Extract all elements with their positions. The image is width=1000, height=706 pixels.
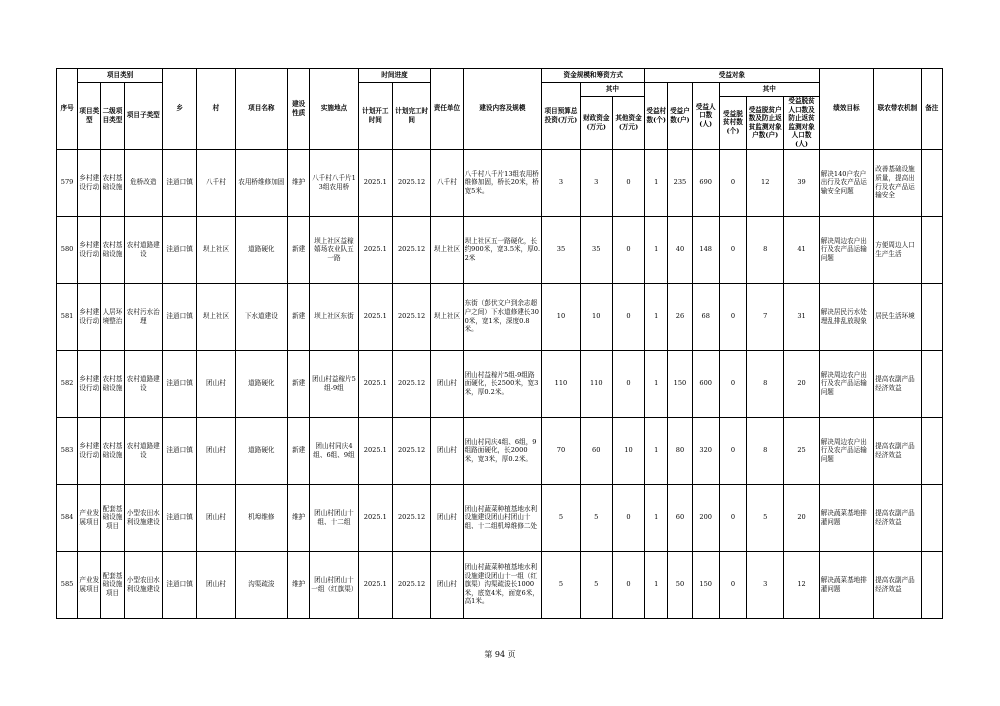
cell-seq: 585: [57, 551, 78, 618]
cell-unit: 八千村: [431, 149, 463, 216]
cell-total: 5: [542, 551, 580, 618]
cell-seq: 579: [57, 149, 78, 216]
cell-p-households: 7: [747, 283, 784, 350]
cell-start: 2025.1: [358, 551, 392, 618]
header-remarks: 备注: [921, 69, 942, 150]
table-row: [57, 551, 943, 618]
header-content: 建设内容及规模: [463, 69, 542, 150]
cell-seq: 583: [57, 417, 78, 484]
cell-b-households: 40: [668, 216, 692, 283]
cell-b-households: 60: [668, 484, 692, 551]
cell-township: 洼逍口镇: [162, 417, 196, 484]
cell-location: 团山村同庆4组、6组、9组: [310, 417, 358, 484]
header-benefit-population: 受益人口数(人): [692, 83, 719, 150]
cell-name: 农用桥维修加固: [235, 149, 287, 216]
cell-end: 2025.12: [392, 484, 430, 551]
cell-start: 2025.1: [358, 283, 392, 350]
cell-location: 八千村八千片13组农用桥: [310, 149, 358, 216]
header-poor-population: 受益脱贫人口数及防止返贫监测对象人口数(人): [784, 97, 819, 150]
cell-village: 坝上社区: [197, 283, 235, 350]
cell-p-population: 12: [784, 551, 819, 618]
table-row: [57, 350, 943, 417]
cell-fiscal: 5: [580, 551, 612, 618]
cell-p-households: 8: [747, 417, 784, 484]
cell-location: 团山村团山十组、十二组: [310, 484, 358, 551]
cell-p-households: 5: [747, 484, 784, 551]
cell-content: 团山村蔬菜种植基地水利设施建设团山十一组（红旗渠）沟渠疏浚长1000米，底宽4米，面宽6米，高1米。: [463, 551, 542, 618]
cell-mechanism: 提高农副产品经济效益: [874, 350, 921, 417]
cell-end: 2025.12: [392, 350, 430, 417]
cell-remark: [921, 551, 942, 618]
cell-fiscal: 3: [580, 149, 612, 216]
cell-township: 洼逍口镇: [162, 283, 196, 350]
cell-remark: [921, 216, 942, 283]
cell-p-villages: 0: [719, 149, 746, 216]
cell-mechanism: 提高农副产品经济效益: [874, 484, 921, 551]
cell-sub: 农村道路建设: [124, 350, 162, 417]
cell-nature: 新建: [288, 417, 310, 484]
cell-type: 乡村建设行动: [78, 350, 101, 417]
cell-sub: 小型农田水利设施建设: [124, 484, 162, 551]
cell-secondary: 农村基础设施: [101, 417, 124, 484]
cell-b-villages: 1: [645, 283, 668, 350]
cell-b-population: 68: [692, 283, 719, 350]
cell-village: 团山村: [197, 417, 235, 484]
cell-b-villages: 1: [645, 216, 668, 283]
cell-total: 70: [542, 417, 580, 484]
cell-type: 乡村建设行动: [78, 216, 101, 283]
cell-p-population: 41: [784, 216, 819, 283]
cell-type: 产业发展项目: [78, 551, 101, 618]
cell-unit: 团山村: [431, 350, 463, 417]
cell-township: 洼逍口镇: [162, 551, 196, 618]
header-benefit-villages: 受益村数(个): [645, 83, 668, 150]
cell-p-households: 8: [747, 216, 784, 283]
cell-remark: [921, 283, 942, 350]
cell-start: 2025.1: [358, 417, 392, 484]
cell-fiscal: 35: [580, 216, 612, 283]
cell-fiscal: 110: [580, 350, 612, 417]
cell-b-households: 235: [668, 149, 692, 216]
cell-secondary: 人居环境整治: [101, 283, 124, 350]
cell-start: 2025.1: [358, 350, 392, 417]
cell-total: 35: [542, 216, 580, 283]
cell-mechanism: 改善基础设施质量，提高出行及农产品运输安全: [874, 149, 921, 216]
cell-p-households: 3: [747, 551, 784, 618]
cell-b-population: 690: [692, 149, 719, 216]
cell-total: 3: [542, 149, 580, 216]
cell-content: 团山村蔬菜种植基地水利设施建设团山村团山十组、十二组机埠维修二处: [463, 484, 542, 551]
cell-name: 道路硬化: [235, 417, 287, 484]
cell-name: 道路硬化: [235, 350, 287, 417]
cell-township: 洼逍口镇: [162, 149, 196, 216]
cell-sub: 危桥改造: [124, 149, 162, 216]
cell-location: 团山村益稼片5组-9组: [310, 350, 358, 417]
cell-name: 道路硬化: [235, 216, 287, 283]
table-row: [57, 417, 943, 484]
cell-start: 2025.1: [358, 484, 392, 551]
cell-content: 坝上社区五一路硬化，长约900米，宽3.5米，厚0.2米: [463, 216, 542, 283]
cell-seq: 584: [57, 484, 78, 551]
cell-township: 洼逍口镇: [162, 350, 196, 417]
cell-secondary: 配套基础设施项目: [101, 551, 124, 618]
cell-content: 八千村八千片13组农用桥维修加固，桥长20米，桥宽5米。: [463, 149, 542, 216]
header-location: 实施地点: [310, 69, 358, 150]
cell-p-villages: 0: [719, 216, 746, 283]
cell-p-villages: 0: [719, 484, 746, 551]
cell-end: 2025.12: [392, 216, 430, 283]
project-table: [56, 68, 943, 619]
cell-type: 产业发展项目: [78, 484, 101, 551]
header-project-name: 项目名称: [235, 69, 287, 150]
cell-goal: 解决周边农户出行及农产品运输问题: [819, 216, 873, 283]
cell-village: 坝上社区: [197, 216, 235, 283]
cell-unit: 团山村: [431, 551, 463, 618]
cell-type: 乡村建设行动: [78, 417, 101, 484]
cell-goal: 解决140户农户出行及农产品运输安全问题: [819, 149, 873, 216]
table-body: [57, 149, 943, 618]
cell-goal: 解决居民污水处理乱排乱放现象: [819, 283, 873, 350]
cell-unit: 坝上社区: [431, 216, 463, 283]
cell-village: 团山村: [197, 484, 235, 551]
cell-p-villages: 0: [719, 551, 746, 618]
header-beneficiary-group: 受益对象: [645, 69, 820, 83]
cell-content: 团山村同庆4组、6组，9组路面硬化，长2000米，宽3米，厚0.2米。: [463, 417, 542, 484]
cell-township: 洼逍口镇: [162, 484, 196, 551]
header-project-type: 项目类型: [78, 83, 101, 150]
cell-goal: 解决蔬菜基地排灌问题: [819, 551, 873, 618]
cell-secondary: 配套基础设施项目: [101, 484, 124, 551]
header-start-time: 计划开工时间: [358, 83, 392, 150]
cell-nature: 新建: [288, 283, 310, 350]
cell-unit: 团山村: [431, 417, 463, 484]
cell-end: 2025.12: [392, 551, 430, 618]
cell-b-villages: 1: [645, 484, 668, 551]
header-sub-type: 项目子类型: [124, 83, 162, 150]
cell-goal: 解决周边农户出行及农产品运输问题: [819, 350, 873, 417]
cell-b-villages: 1: [645, 149, 668, 216]
cell-b-households: 80: [668, 417, 692, 484]
cell-sub: 农村污水治理: [124, 283, 162, 350]
cell-total: 110: [542, 350, 580, 417]
header-other-funds: 其他资金(万元): [612, 97, 644, 150]
cell-other: 0: [612, 216, 644, 283]
cell-b-villages: 1: [645, 350, 668, 417]
cell-seq: 582: [57, 350, 78, 417]
cell-p-villages: 0: [719, 417, 746, 484]
cell-p-population: 39: [784, 149, 819, 216]
cell-p-households: 8: [747, 350, 784, 417]
cell-other: 0: [612, 350, 644, 417]
header-funding-group: 资金规模和筹资方式: [542, 69, 645, 83]
cell-other: 0: [612, 149, 644, 216]
cell-end: 2025.12: [392, 283, 430, 350]
cell-remark: [921, 417, 942, 484]
cell-sub: 农村道路建设: [124, 417, 162, 484]
cell-nature: 新建: [288, 216, 310, 283]
header-secondary-type: 二级项目类型: [101, 83, 124, 150]
cell-p-villages: 0: [719, 283, 746, 350]
header-poor-villages: 受益脱贫村数(个): [719, 97, 746, 150]
cell-name: 下水道建设: [235, 283, 287, 350]
cell-remark: [921, 350, 942, 417]
header-farmer-mechanism: 联农带农机制: [874, 69, 921, 150]
table-row: [57, 484, 943, 551]
cell-b-households: 26: [668, 283, 692, 350]
header-of-which: 其中: [580, 83, 645, 97]
cell-secondary: 农村基础设施: [101, 216, 124, 283]
header-benefit-households: 受益户数(户): [668, 83, 692, 150]
cell-seq: 581: [57, 283, 78, 350]
cell-secondary: 农村基础设施: [101, 350, 124, 417]
cell-b-population: 150: [692, 551, 719, 618]
header-performance-goal: 绩效目标: [819, 69, 873, 150]
cell-p-population: 31: [784, 283, 819, 350]
cell-location: 团山村团山十一组（红旗渠）: [310, 551, 358, 618]
cell-secondary: 农村基础设施: [101, 149, 124, 216]
cell-other: 0: [612, 551, 644, 618]
cell-name: 沟渠疏浚: [235, 551, 287, 618]
cell-remark: [921, 149, 942, 216]
cell-unit: 团山村: [431, 484, 463, 551]
header-total-investment: 项目预算总投资(万元): [542, 83, 580, 150]
cell-mechanism: 提高农副产品经济效益: [874, 551, 921, 618]
header-project-category: 项目类别: [78, 69, 163, 83]
cell-village: 八千村: [197, 149, 235, 216]
cell-goal: 解决周边农户出行及农产品运输问题: [819, 417, 873, 484]
cell-type: 乡村建设行动: [78, 283, 101, 350]
cell-other: 0: [612, 283, 644, 350]
cell-township: 洼逍口镇: [162, 216, 196, 283]
cell-p-population: 20: [784, 484, 819, 551]
cell-village: 团山村: [197, 551, 235, 618]
cell-sub: 农村道路建设: [124, 216, 162, 283]
cell-p-population: 20: [784, 350, 819, 417]
cell-sub: 小型农田水利设施建设: [124, 551, 162, 618]
cell-location: 坝上社区东街: [310, 283, 358, 350]
cell-total: 10: [542, 283, 580, 350]
cell-start: 2025.1: [358, 149, 392, 216]
cell-b-villages: 1: [645, 551, 668, 618]
header-village: 村: [197, 69, 235, 150]
header-seq: 序号: [57, 69, 78, 150]
cell-fiscal: 5: [580, 484, 612, 551]
cell-name: 机埠维修: [235, 484, 287, 551]
cell-fiscal: 60: [580, 417, 612, 484]
cell-p-households: 12: [747, 149, 784, 216]
cell-nature: 维护: [288, 551, 310, 618]
cell-content: 团山村益稼片5组-9组路面硬化，长2500米，宽3米，厚0.2米。: [463, 350, 542, 417]
cell-type: 乡村建设行动: [78, 149, 101, 216]
cell-other: 0: [612, 484, 644, 551]
cell-b-population: 200: [692, 484, 719, 551]
cell-seq: 580: [57, 216, 78, 283]
cell-b-population: 148: [692, 216, 719, 283]
cell-location: 坝上社区益稼嬉场农业队五一路: [310, 216, 358, 283]
cell-b-population: 320: [692, 417, 719, 484]
cell-b-households: 150: [668, 350, 692, 417]
cell-nature: 维护: [288, 484, 310, 551]
cell-remark: [921, 484, 942, 551]
table-row: [57, 149, 943, 216]
cell-p-villages: 0: [719, 350, 746, 417]
header-end-time: 计划完工时间: [392, 83, 430, 150]
header-of-which-2: 其中: [719, 83, 819, 97]
table-row: [57, 216, 943, 283]
cell-fiscal: 10: [580, 283, 612, 350]
cell-end: 2025.12: [392, 417, 430, 484]
cell-total: 5: [542, 484, 580, 551]
cell-b-villages: 1: [645, 417, 668, 484]
cell-unit: 坝上社区: [431, 283, 463, 350]
cell-village: 团山村: [197, 350, 235, 417]
page-number: 第 94 页: [484, 650, 516, 659]
cell-nature: 维护: [288, 149, 310, 216]
header-township: 乡: [162, 69, 196, 150]
cell-mechanism: 提高农副产品经济效益: [874, 417, 921, 484]
cell-end: 2025.12: [392, 149, 430, 216]
cell-b-population: 600: [692, 350, 719, 417]
cell-p-population: 25: [784, 417, 819, 484]
header-poor-households: 受益脱贫户数及防止返贫监测对象户数(户): [747, 97, 784, 150]
cell-goal: 解决蔬菜基地排灌问题: [819, 484, 873, 551]
header-fiscal-funds: 财政资金(万元): [580, 97, 612, 150]
cell-start: 2025.1: [358, 216, 392, 283]
cell-b-households: 50: [668, 551, 692, 618]
cell-mechanism: 居民生活环境: [874, 283, 921, 350]
cell-content: 东街（彭伏文户到余志超户之间）下水道修建长300米，宽1米，深度0.8米。: [463, 283, 542, 350]
cell-mechanism: 方便周边人口生产生活: [874, 216, 921, 283]
table-row: [57, 283, 943, 350]
cell-nature: 新建: [288, 350, 310, 417]
header-responsible-unit: 责任单位: [431, 69, 463, 150]
cell-other: 10: [612, 417, 644, 484]
header-schedule: 时间进度: [358, 69, 431, 83]
header-construction-nature: 建设性质: [288, 69, 310, 150]
